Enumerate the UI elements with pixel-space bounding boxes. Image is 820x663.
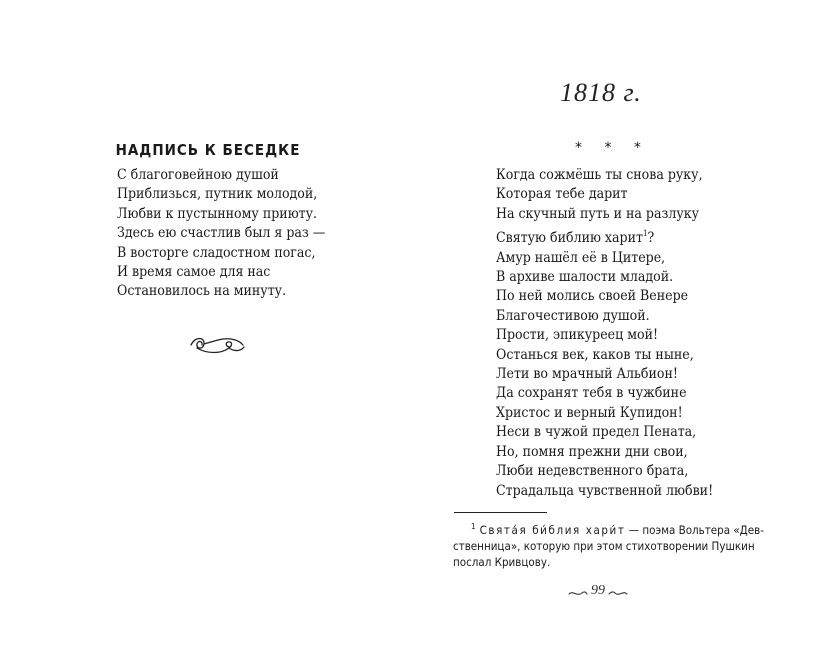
poem-title: НАДПИСЬ К БЕСЕДКЕ (115, 141, 301, 159)
verse-line: Приблизься, путник молодой, (117, 186, 318, 203)
footnote-line (453, 519, 765, 538)
verse-line: Остановилось на минуту. (117, 283, 287, 300)
footnote (453, 519, 765, 570)
verse-line: Останься век, каков ты ныне, (496, 346, 694, 363)
asterism: * * * (575, 140, 650, 156)
verse-line: Прости, эпикуреец мой! (496, 327, 659, 344)
footnote-mark: 1 (471, 522, 476, 531)
verse-line: Да сохранят тебя в чужбине (496, 385, 687, 402)
verse-line: Здесь ею счастлив был я раз — (117, 225, 326, 242)
verse-line-with-footnote-ref (496, 224, 713, 248)
verse-text: Святую библию харит (496, 230, 643, 247)
verse-line: С благоговейною душой (117, 167, 279, 183)
flourish-ornament-icon (187, 330, 247, 358)
footnote-reference: 1 (642, 229, 648, 239)
footnote-line: ственница», которую при этом стихотворении Пушкин (453, 539, 755, 553)
right-page (410, 0, 820, 663)
footnote-text: — поэма Вольтера «Дев- (625, 523, 764, 537)
verse-line: В восторге сладостном погас, (117, 244, 316, 261)
verse-line: Но, помня прежни дни свои, (496, 443, 688, 460)
verse-line: Благочестивою душой. (496, 307, 650, 324)
year-heading: 1818 г. (560, 78, 642, 107)
page-number-folio (567, 583, 629, 603)
verse-line: И время самое для нас (117, 264, 271, 281)
verse-line: Любви к пустынному приюту. (117, 205, 318, 222)
verse-line: Которая тебе дарит (496, 186, 628, 203)
verse-line: Когда сожмёшь ты снова руку, (496, 167, 703, 183)
verse-line: Христос и верный Купидон! (496, 404, 683, 421)
verse-punctuation: ? (647, 230, 655, 247)
verse-line: Амур нашёл её в Цитере, (496, 249, 666, 266)
footnote-term: Свята́я би́блия хари́т (479, 523, 626, 537)
verse-line: На скучный путь и на разлуку (496, 205, 700, 222)
verse-line: Лети во мрачный Альбион! (496, 366, 678, 383)
verse-line: Неси в чужой предел Пената, (496, 424, 697, 441)
poem-verse (117, 166, 325, 302)
verse-line: Страдальца чувственной любви! (496, 482, 714, 499)
footnote-line: послал Кривцову. (453, 555, 551, 569)
verse-line: Люби недевственного брата, (496, 463, 689, 480)
verse-line: По ней молись своей Венере (496, 288, 689, 305)
page-number: 99 (591, 583, 605, 598)
poem-verse (496, 166, 713, 501)
footnote-divider (454, 512, 547, 513)
verse-line: В архиве шалости младой. (496, 269, 674, 286)
